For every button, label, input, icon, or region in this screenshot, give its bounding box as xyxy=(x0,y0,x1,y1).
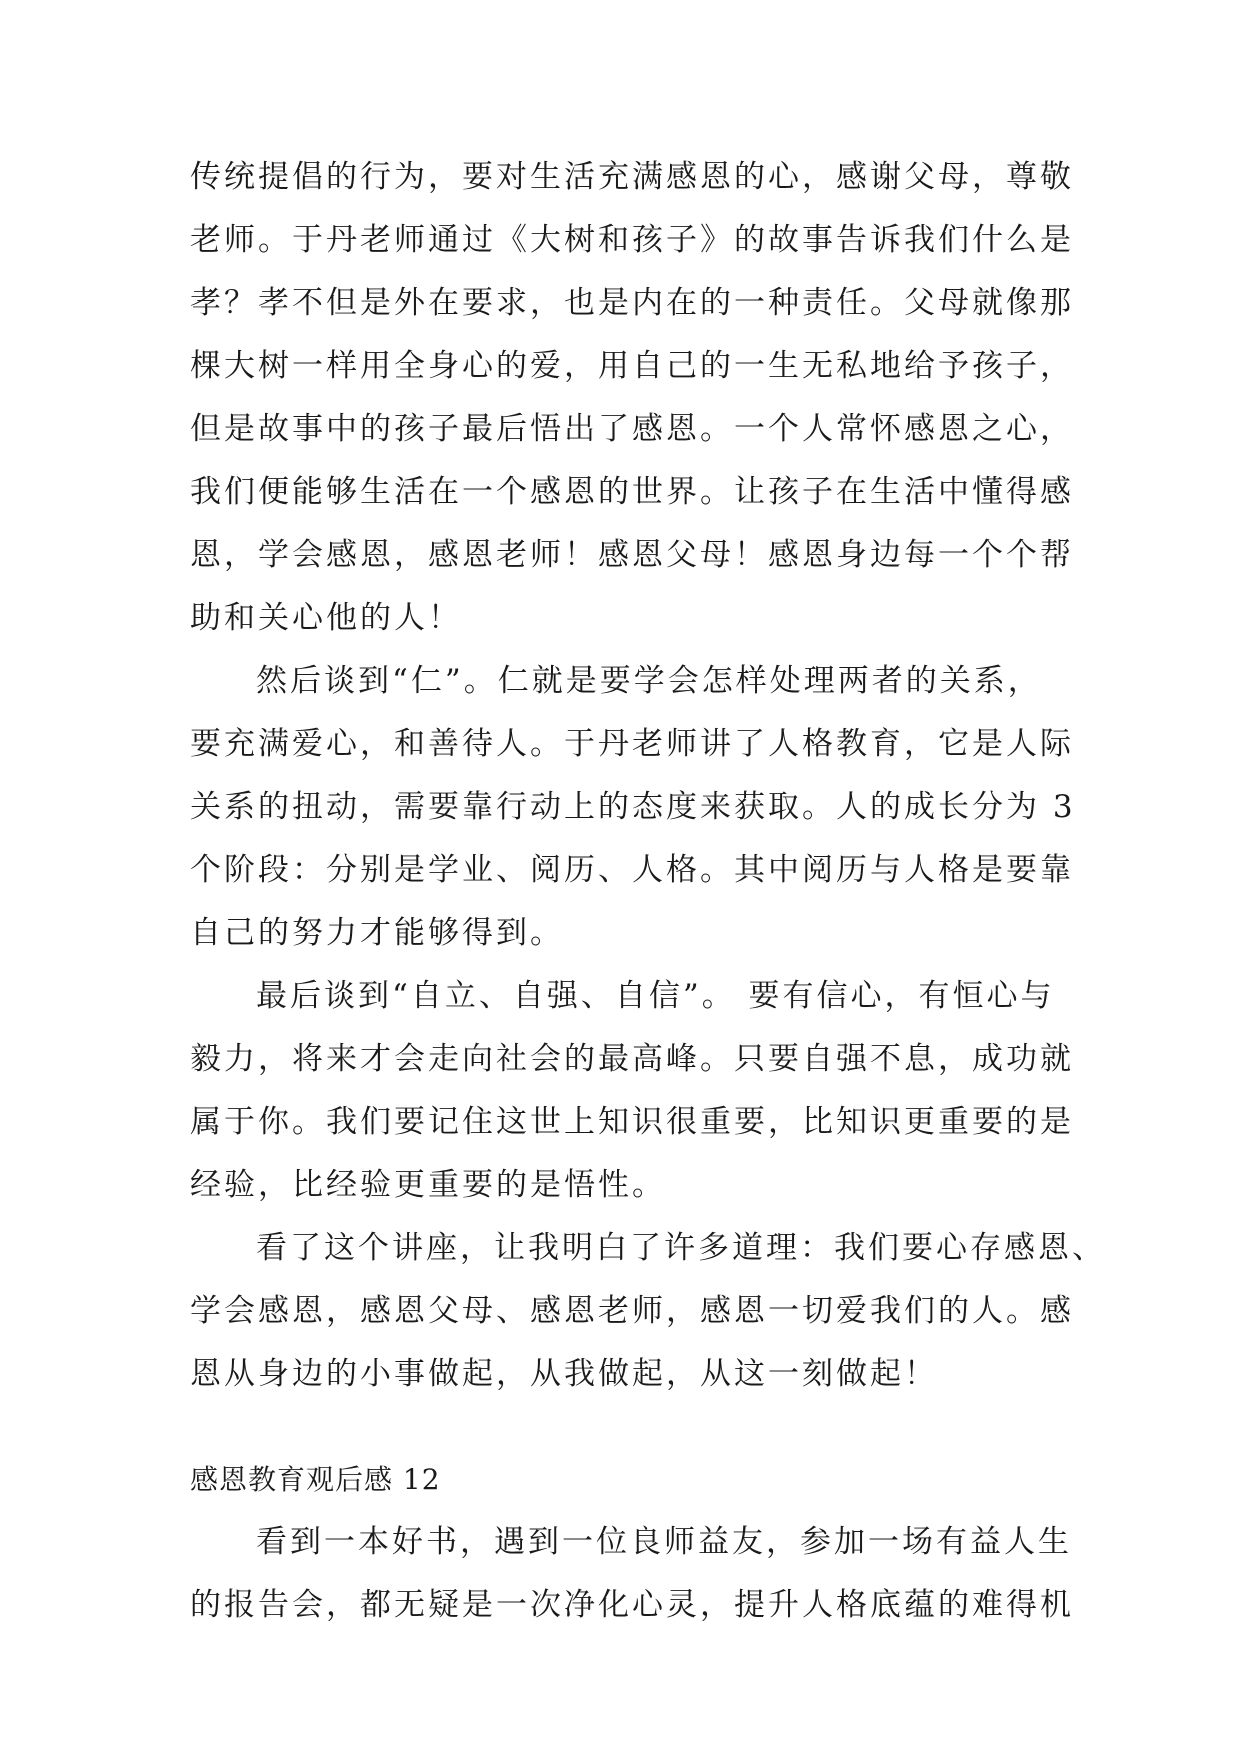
text-line: 传统提倡的行为，要对生活充满感恩的心，感谢父母，尊敬 xyxy=(190,159,1074,195)
paragraph-start: 然后谈到“仁”。仁就是要学会怎样处理两者的关系， xyxy=(256,663,1042,699)
text-line: 但是故事中的孩子最后悟出了感恩。一个人常怀感恩之心， xyxy=(190,411,1074,447)
paragraph-start: 最后谈到“自立、自强、自信”。 要有信心，有恒心与 xyxy=(256,978,1055,1014)
section-heading: 感恩教育观后感 12 xyxy=(190,1463,441,1496)
text-line: 属于你。我们要记住这世上知识很重要，比知识更重要的是 xyxy=(190,1104,1074,1140)
text-line: 孝？孝不但是外在要求，也是内在的一种责任。父母就像那 xyxy=(190,285,1074,321)
text-line: 关系的扭动，需要靠行动上的态度来获取。人的成长分为 3 xyxy=(190,789,1076,825)
paragraph-start: 看到一本好书，遇到一位良师益友，参加一场有益人生 xyxy=(256,1524,1072,1560)
text-line: 老师。于丹老师通过《大树和孩子》的故事告诉我们什么是 xyxy=(190,222,1074,258)
paragraph-start: 看了这个讲座，让我明白了许多道理：我们要心存感恩、 xyxy=(256,1230,1106,1266)
text-line: 的报告会，都无疑是一次净化心灵，提升人格底蕴的难得机 xyxy=(190,1587,1074,1623)
text-line: 毅力，将来才会走向社会的最高峰。只要自强不息，成功就 xyxy=(190,1041,1074,1077)
text-line: 我们便能够生活在一个感恩的世界。让孩子在生活中懂得感 xyxy=(190,474,1074,510)
text-line: 助和关心他的人！ xyxy=(190,600,462,636)
text-line: 恩从身边的小事做起，从我做起，从这一刻做起！ xyxy=(190,1356,938,1392)
text-line: 经验，比经验更重要的是悟性。 xyxy=(190,1167,666,1203)
text-line: 恩，学会感恩，感恩老师！感恩父母！感恩身边每一个个帮 xyxy=(190,537,1074,573)
text-line: 要充满爱心，和善待人。于丹老师讲了人格教育，它是人际 xyxy=(190,726,1074,762)
text-line: 个阶段：分别是学业、阅历、人格。其中阅历与人格是要靠 xyxy=(190,852,1074,888)
text-line: 学会感恩，感恩父母、感恩老师，感恩一切爱我们的人。感 xyxy=(190,1293,1074,1329)
text-line: 棵大树一样用全身心的爱，用自己的一生无私地给予孩子， xyxy=(190,348,1074,384)
text-line: 自己的努力才能够得到。 xyxy=(190,915,564,951)
